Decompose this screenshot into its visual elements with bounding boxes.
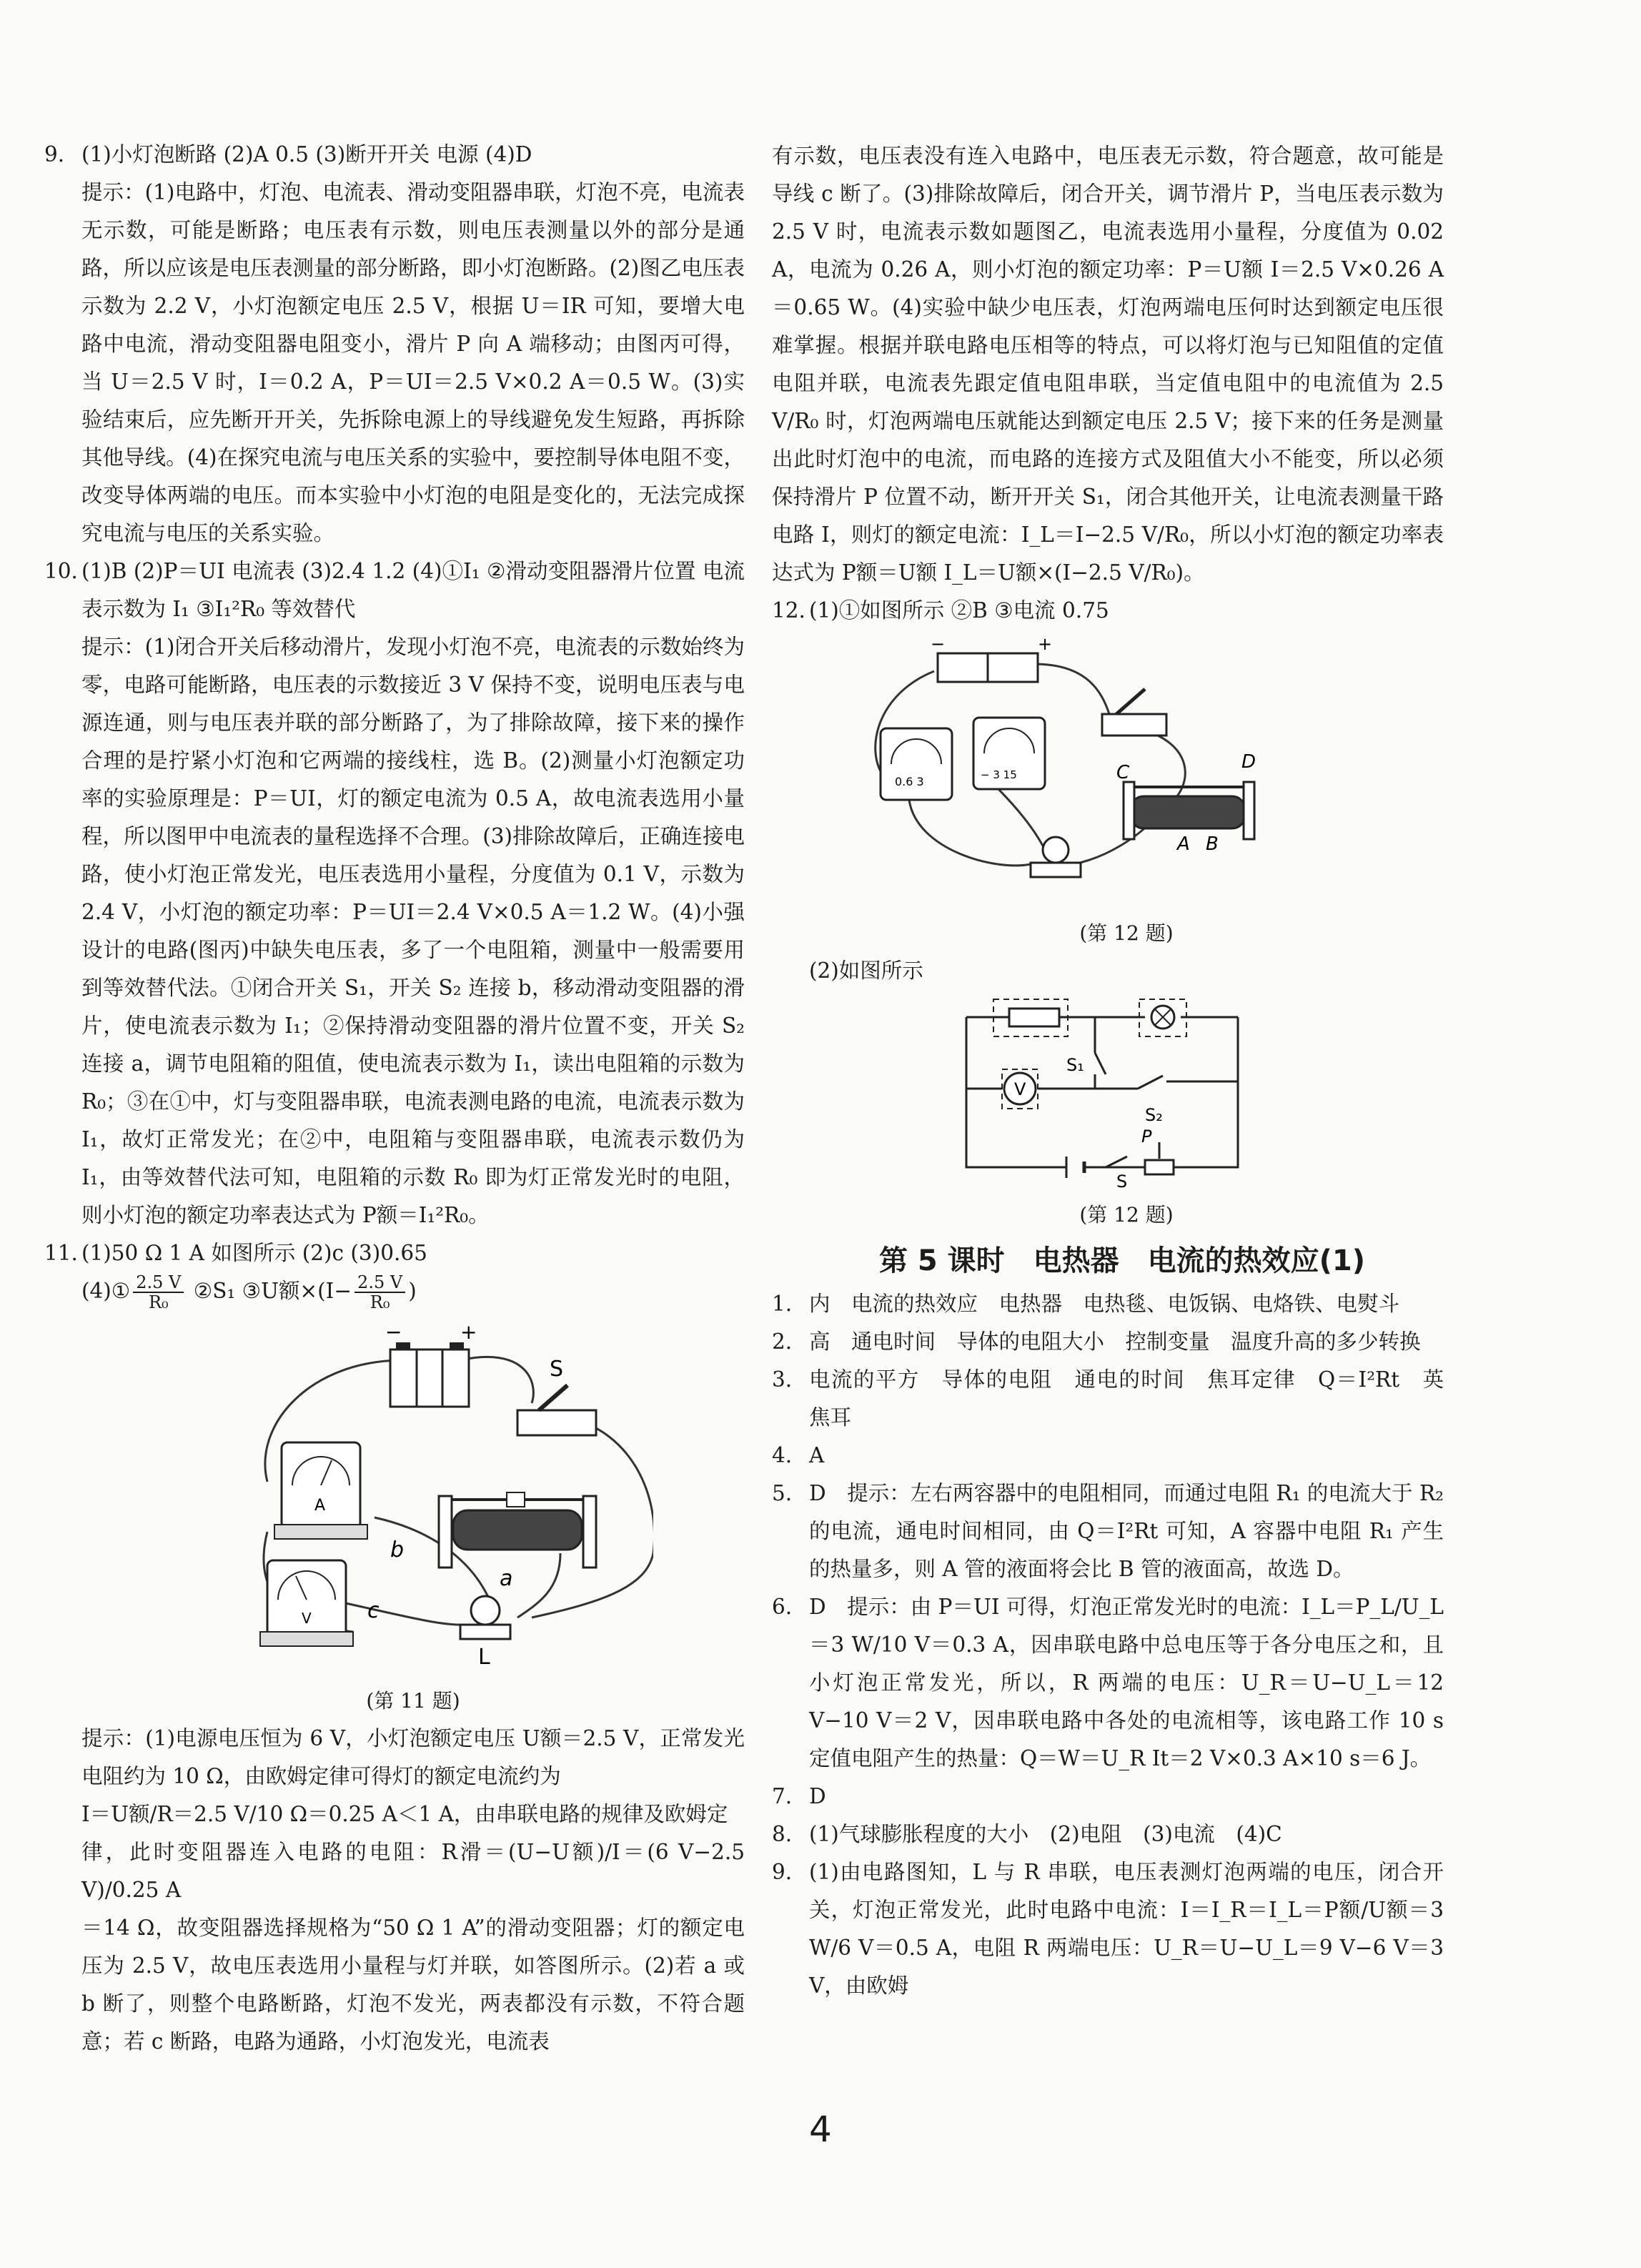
lamp-icon	[1031, 837, 1081, 877]
switch-s-label: S	[1116, 1172, 1128, 1189]
circuit-schematic-q12	[952, 996, 1252, 1189]
figure-caption: (第 11 题)	[366, 1689, 460, 1713]
question-number: 2.	[772, 1329, 793, 1354]
answer-text: A	[809, 1443, 825, 1467]
answer-item	[772, 1361, 1465, 1437]
answer-text: (1)①如图所示 ②B ③电流 0.75	[809, 598, 1109, 623]
switch-s2-icon	[1138, 1076, 1163, 1089]
terminal-a-label: A	[1177, 833, 1190, 855]
answer-text: D 提示：由 P＝UI 可得，灯泡正常发光时的电流：I_L＝P_L/U_L＝3 W/10 V＝0.3 A，因串联电路中总电压等于各分电压之和，且小灯泡正常发光，所以，R 两端的电压：U_R＝U−U_L＝12 V−10 V＝2 V，因串联电路中各处的电流相等，该电路工作 10 s 定值电阻产生的热量：Q＝W＝U_R It＝2 V×0.3 A×10 s＝6 J。	[809, 1595, 1444, 1771]
circuit-illustration-q12	[852, 635, 1295, 907]
battery-plus-label: +	[1038, 635, 1053, 654]
question-number: 3.	[772, 1367, 793, 1392]
question-number: 6.	[772, 1595, 793, 1619]
hint-text: 提示：(1)闭合开关后移动滑片，发现小灯泡不亮，电流表的示数始终为零，电路可能断路，电压表的示数接近 3 V 保持不变，说明电压表与电源连通，则与电压表并联的部分断路了，为了排除故障，接下来的操作合理的是拧紧小灯泡和它两端的接线柱，选 B。(2)测量小灯泡额定功率的实验原理是：P＝UI，灯的额定电流为 0.5 A，故电流表选用小量程，所以图甲中电流表的量程选择不合理。(3)排除故障后，正确连接电路，使小灯泡正常发光，电压表选用小量程，分度值为 0.1 V，示数为 2.4 V，小灯泡的额定功率：P＝UI＝2.4 V×0.5 A＝1.2 W。(4)小强设计的电路(图丙)中缺失电压表，多了一个电阻箱，测量中一般需要用到等效替代法。①闭合开关 S₁，开关 S₂ 连接 b，移动滑动变阻器的滑片，使电流表示数为 I₁；②保持滑动变阻器的滑片位置不变，开关 S₂ 连接 a，调节电阻箱的阻值，使电流表示数为 I₁，读出电阻箱的示数为 R₀；③在①中，灯与变阻器串联，电流表测电路的电流，电流表示数为 I₁，故灯正常发光；在②中，电阻箱与变阻器串联，电流表示数仍为 I₁，由等效替代法可知，电阻箱的示数 R₀ 即为灯正常发光时的电阻，则小灯泡的额定功率表达式为 P额＝I₁²R₀。	[81, 635, 745, 1227]
question-number: 5.	[772, 1481, 793, 1505]
voltmeter-label: V	[302, 1610, 312, 1627]
battery-minus-label: −	[931, 635, 946, 654]
switch-s1-label: S₁	[1066, 1055, 1084, 1075]
rheostat-label: P	[1141, 1126, 1152, 1147]
question-number: 9.	[44, 142, 65, 167]
ammeter-icon	[881, 728, 952, 800]
hint-text: 提示：(1)电源电压恒为 6 V，小灯泡额定电压 U额＝2.5 V，正常发光电阻约为 10 Ω，由欧姆定律可得灯的额定电流约为	[81, 1726, 745, 1788]
line4-mid: ②S₁ ③U额×	[193, 1279, 318, 1303]
figure-caption: (第 12 题)	[1079, 921, 1174, 945]
answer-text: (1)小灯泡断路 (2)A 0.5 (3)断开开关 电源 (4)D	[81, 142, 532, 167]
battery-icon	[390, 1342, 469, 1407]
question-number: 11.	[44, 1241, 78, 1265]
answer-item	[772, 1323, 1444, 1361]
switch-s2-label: S₂	[1145, 1105, 1163, 1125]
resistor-icon	[1009, 1009, 1059, 1026]
hint-text: 提示：(1)电路中，灯泡、电流表、滑动变阻器串联，灯泡不亮，电流表无示数，可能是断路；电压表有示数，则电压表测量以外的部分是通路，所以应该是电压表测量的部分断路，即小灯泡断路。(2)图乙电压表示数为 2.2 V，小灯泡额定电压 2.5 V，根据 U＝IR 可知，要增大电路中电流，滑动变阻器电阻变小，滑片 P 向 A 端移动；由图丙可得，当 U＝2.5 V 时，I＝0.2 A，P＝UI＝2.5 V×0.2 A＝0.5 W。(3)实验结束后，应先断开开关，先拆除电源上的导线避免发生短路，再拆除其他导线。(4)在探究电流与电压关系的实验中，要控制导体电阻不变，改变导体两端的电压。而本实验中小灯泡的电阻是变化的，无法完成探究电流与电压的关系实验。	[81, 180, 745, 545]
ammeter-label: A	[314, 1497, 326, 1515]
fraction-numerator: 2.5 V	[133, 1273, 184, 1293]
answer-text: 内 电流的热效应 电热器 电热毯、电饭锅、电烙铁、电熨斗	[809, 1292, 1400, 1316]
page-number: 4	[809, 2109, 832, 2150]
wire-b-label: b	[390, 1537, 405, 1563]
answer-text: (1)由电路图知，L 与 R 串联，电压表测灯泡两端的电压，闭合开关，灯泡正常发光，此时电路中电流：I＝I_R＝I_L＝P额/U额＝3 W/6 V＝0.5 A，电阻 R 两端电压：U_R＝U−U_L＝9 V−6 V＝3 V，由欧姆	[809, 1860, 1444, 1998]
answer-line-4: (4)① $\frac{2.5 V}{\text{R₀}}$ ②S₁ ③U额×(I− $\frac{2.5 V}{\text{R₀}}$ )	[81, 1272, 417, 1312]
right-column	[772, 137, 1465, 2005]
line4-prefix: (4)①	[81, 1279, 131, 1303]
answer-item	[772, 1778, 1444, 1816]
hint-text: I＝U额/R＝2.5 V/10 Ω＝0.25 A＜1 A，由串联电路的规律及欧姆定	[81, 1802, 728, 1826]
switch-s1-icon	[1095, 1053, 1106, 1074]
answer-item	[772, 1475, 1444, 1588]
terminal-c-label: C	[1116, 762, 1130, 783]
answer-list	[772, 1285, 1465, 2005]
answer-item	[772, 1285, 1444, 1323]
fraction-numerator: 2.5 V	[355, 1273, 405, 1293]
wire-c-label: c	[367, 1598, 380, 1623]
switch-icon	[517, 1385, 596, 1435]
answer-text: 高 通电时间 导体的电阻大小 控制变量 温度升高的多少转换	[809, 1329, 1421, 1354]
answer-text: 电流的平方 导体的电阻 通电的时间 焦耳定律 Q＝I²Rt 英 焦耳	[809, 1367, 1465, 1430]
hint-text: ＝14 Ω，故变阻器选择规格为“50 Ω 1 A”的滑动变阻器；灯的额定电压为 2.5 V，故电压表选用小量程与灯并联，如答图所示。(2)若 a 或 b 断了，则整个电路断路，灯泡不发光，两表都没有示数，不符合题意；若 c 断路，电路为通路，小灯泡发光，电流表	[81, 1916, 745, 2054]
battery-plus-label: +	[460, 1320, 477, 1344]
answer-text: D 提示：左右两容器中的电阻相同，而通过电阻 R₁ 的电流大于 R₂ 的电流，通电时间相同，由 Q＝I²Rt 可知，A 容器中电阻 R₁ 产生的热量多，则 A 管的液面将会比 B 管的液面高，故选 D。	[809, 1481, 1444, 1581]
fraction-denominator: R₀	[370, 1292, 390, 1312]
question-number: 7.	[772, 1784, 793, 1808]
answer-item	[772, 1437, 1444, 1475]
answer-q12	[772, 592, 1444, 1229]
lamp-label: L	[478, 1645, 490, 1670]
question-number: 1.	[772, 1292, 793, 1316]
circuit-illustration-q11	[224, 1317, 653, 1675]
rheostat-icon	[439, 1492, 596, 1568]
fraction-denominator: R₀	[148, 1292, 169, 1312]
answer-text: (1)气球膨胀程度的大小 (2)电阻 (3)电流 (4)C	[809, 1822, 1282, 1846]
figure-caption: (第 12 题)	[1079, 1203, 1174, 1227]
continued-hint-q11: 有示数，电压表没有连入电路中，电压表无示数，符合题意，故可能是导线 c 断了。(3)排除故障后，闭合开关，调节滑片 P，当电压表示数为 2.5 V 时，电流表示数如题图乙，电流表选用小量程，分度值为 0.02 A，电流为 0.26 A，则小灯泡的额定功率：P＝U额 I＝2.5 V×0.26 A＝0.65 W。(4)实验中缺少电压表，灯泡两端电压何时达到额定电压很难掌握。根据并联电路电压相等的特点，可以将灯泡与已知阻值的定值电阻并联，电流表先跟定值电阻串联，当定值电阻中的电流值为 2.5 V/R₀ 时，灯泡两端电压就能达到额定电压 2.5 V；接下来的任务是测量出此时灯泡中的电流，而电路的连接方式及阻值大小不能变，所以必须保持滑片 P 位置不动，断开开关 S₁，闭合其他开关，让电流表测量干路电路 I，则灯的额定电流：I_L＝I−2.5 V/R₀，所以小灯泡的额定功率表达式为 P额＝U额 I_L＝U额×(I−2.5 V/R₀)。	[772, 144, 1444, 585]
battery-minus-label: −	[385, 1320, 402, 1344]
terminal-b-label: B	[1206, 833, 1219, 855]
voltmeter-symbol: V	[1014, 1079, 1026, 1099]
answer-q9	[44, 136, 745, 553]
voltmeter-scale-label: − 3 15	[981, 768, 1017, 781]
battery-icon	[938, 653, 1038, 682]
answer-q10	[44, 553, 745, 1234]
ammeter-icon	[274, 1442, 367, 1539]
question-number: 12.	[772, 598, 805, 623]
answer-text: (1)B (2)P＝UI 电流表 (3)2.4 1.2 (4)①I₁ ②滑动变阻器滑片位置 电流表示数为 I₁ ③I₁²R₀ 等效替代	[81, 559, 745, 621]
switch-icon	[1102, 689, 1166, 736]
hint-text: 律，此时变阻器连入电路的电阻：R滑＝(U−U额)/I＝(6 V−2.5 V)/0.25 A	[81, 1840, 745, 1902]
terminal-d-label: D	[1241, 751, 1256, 773]
fraction	[355, 1273, 405, 1312]
question-number: 4.	[772, 1443, 793, 1467]
answer-text: (1)50 Ω 1 A 如图所示 (2)c (3)0.65	[81, 1241, 427, 1265]
fraction	[133, 1273, 184, 1312]
voltmeter-icon	[260, 1560, 353, 1646]
wire-a-label: a	[500, 1566, 513, 1591]
question-number: 10.	[44, 559, 78, 583]
ammeter-scale-label: 0.6 3	[895, 775, 924, 788]
switch-s-icon	[1106, 1157, 1127, 1167]
answer-item	[772, 1853, 1444, 2005]
answer-text: D	[809, 1784, 826, 1808]
question-number: 9.	[772, 1860, 793, 1884]
section-title: 第 5 课时 电热器 电流的热效应(1)	[878, 1244, 1366, 1277]
lamp-icon	[460, 1596, 510, 1639]
left-column	[44, 136, 745, 2061]
answer-q11	[44, 1234, 745, 2061]
figure-q12-physical	[809, 635, 1444, 948]
answer-item	[772, 1588, 1444, 1778]
switch-label: S	[550, 1357, 564, 1382]
answer-item	[772, 1816, 1444, 1853]
sub-answer-2: (2)如图所示	[809, 959, 923, 983]
figure-q11	[81, 1317, 745, 1715]
figure-q12-schematic	[809, 996, 1444, 1229]
question-number: 8.	[772, 1822, 793, 1846]
rheostat-icon	[1145, 1160, 1174, 1174]
